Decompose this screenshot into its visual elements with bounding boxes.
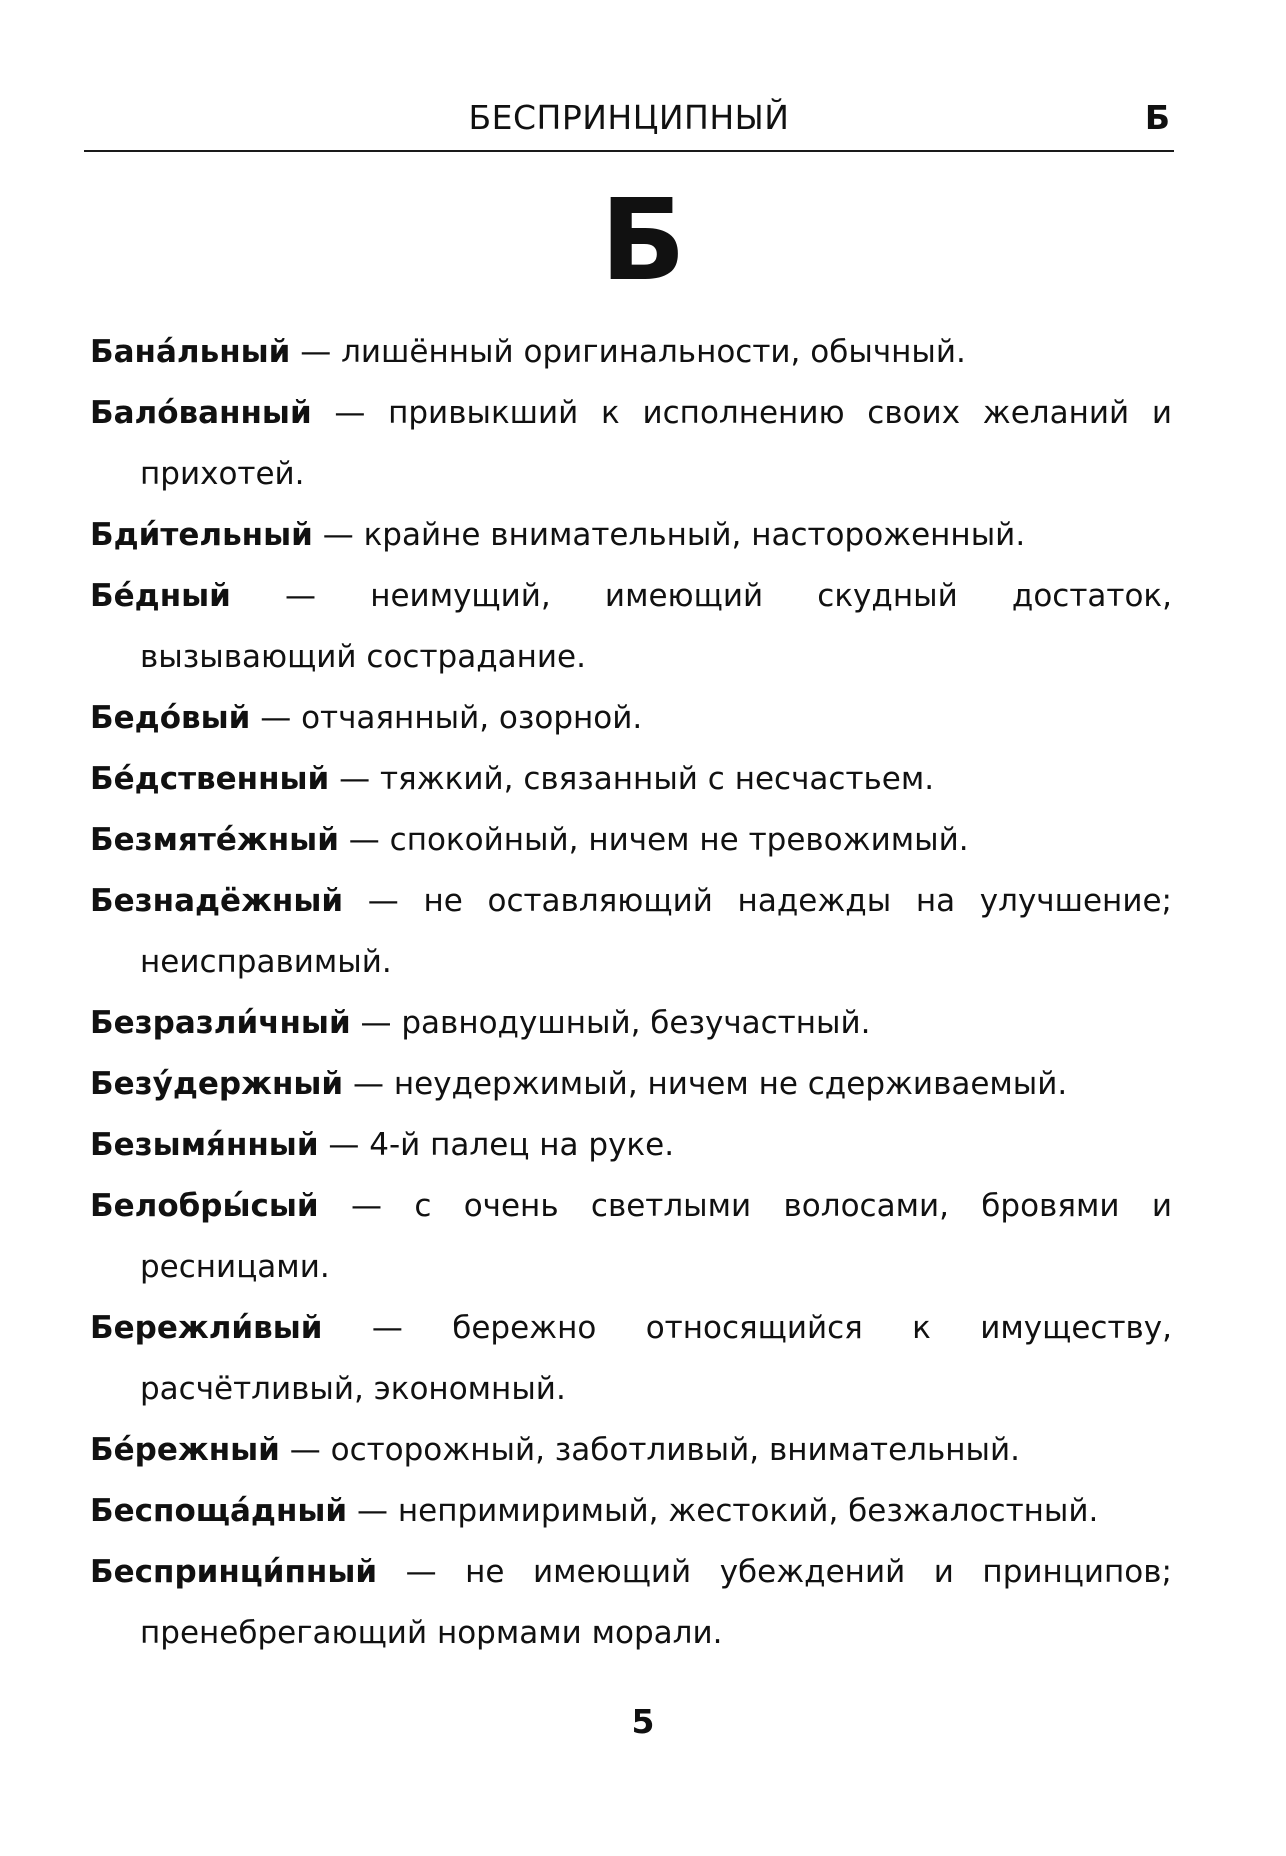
- dictionary-entry: [90, 1542, 1172, 1664]
- entry-headword: Беспринци́пный: [90, 1554, 378, 1590]
- entry-headword: Бе́режный: [90, 1432, 280, 1468]
- entry-definition: — не имеющий убеждений и принципов; пренебрегающий нормами морали.: [140, 1554, 1172, 1651]
- dictionary-entry: [90, 871, 1172, 993]
- entry-list: [90, 322, 1172, 1664]
- entry-definition: — лишённый оригинальности, обычный.: [290, 334, 966, 370]
- dictionary-entry: [90, 505, 1172, 566]
- dictionary-entry: [90, 322, 1172, 383]
- entry-definition: — с очень светлыми волосами, бровями и ресницами.: [140, 1188, 1172, 1285]
- entry-headword: Безнадёжный: [90, 883, 344, 919]
- entry-headword: Безу́держный: [90, 1066, 344, 1102]
- entry-definition: — спокойный, ничем не тревожимый.: [338, 822, 969, 858]
- entry-headword: Бережли́вый: [90, 1310, 323, 1346]
- entry-headword: Бедо́вый: [90, 700, 251, 736]
- entry-headword: Бе́дственный: [90, 761, 330, 797]
- dictionary-entry: [90, 749, 1172, 810]
- dictionary-entry: [90, 688, 1172, 749]
- dictionary-entry: [90, 383, 1172, 505]
- entry-headword: Бди́тельный: [90, 517, 313, 553]
- running-head: [84, 92, 1174, 152]
- entry-definition: — 4-й палец на руке.: [318, 1127, 675, 1163]
- entry-definition: — неудержимый, ничем не сдерживаемый.: [343, 1066, 1068, 1102]
- entry-headword: Бана́льный: [90, 334, 291, 370]
- dictionary-entry: [90, 810, 1172, 871]
- dictionary-entry: [90, 1420, 1172, 1481]
- page-number: 5: [631, 1702, 655, 1741]
- dictionary-entry: [90, 1298, 1172, 1420]
- entry-definition: — не оставляющий надежды на улучшение; неисправимый.: [140, 883, 1172, 980]
- entry-headword: Беспоща́дный: [90, 1493, 348, 1529]
- entry-definition: — отчаянный, озорной.: [250, 700, 643, 736]
- entry-headword: Безразли́чный: [90, 1005, 351, 1041]
- entry-definition: — привыкший к исполнению своих желаний и прихотей.: [140, 395, 1172, 492]
- entry-headword: Бе́дный: [90, 578, 231, 614]
- entry-headword: Безмяте́жный: [90, 822, 339, 858]
- entry-definition: — равнодушный, безучастный.: [350, 1005, 871, 1041]
- entry-headword: Бало́ванный: [90, 395, 312, 431]
- entry-definition: — тяжкий, связанный с несчастьем.: [329, 761, 935, 797]
- entry-definition: — крайне внимательный, настороженный.: [312, 517, 1026, 553]
- entry-headword: Белобры́сый: [90, 1188, 319, 1224]
- dictionary-entry: [90, 1115, 1172, 1176]
- entry-headword: Безымя́нный: [90, 1127, 319, 1163]
- dictionary-entry: [90, 566, 1172, 688]
- section-letter: Б: [600, 176, 686, 306]
- entry-definition: — бережно относящийся к имуществу, расчётливый, экономный.: [140, 1310, 1172, 1407]
- entry-definition: — непримиримый, жестокий, безжалостный.: [347, 1493, 1099, 1529]
- entry-definition: — осторожный, заботливый, внимательный.: [279, 1432, 1021, 1468]
- dictionary-entry: [90, 993, 1172, 1054]
- dictionary-entry: [90, 1481, 1172, 1542]
- running-head-letter: Б: [1144, 98, 1170, 137]
- dictionary-entry: [90, 1176, 1172, 1298]
- running-head-title: БЕСПРИНЦИПНЫЙ: [468, 98, 790, 137]
- dictionary-entry: [90, 1054, 1172, 1115]
- entry-definition: — неимущий, имеющий скудный достаток, вызывающий сострадание.: [140, 578, 1172, 675]
